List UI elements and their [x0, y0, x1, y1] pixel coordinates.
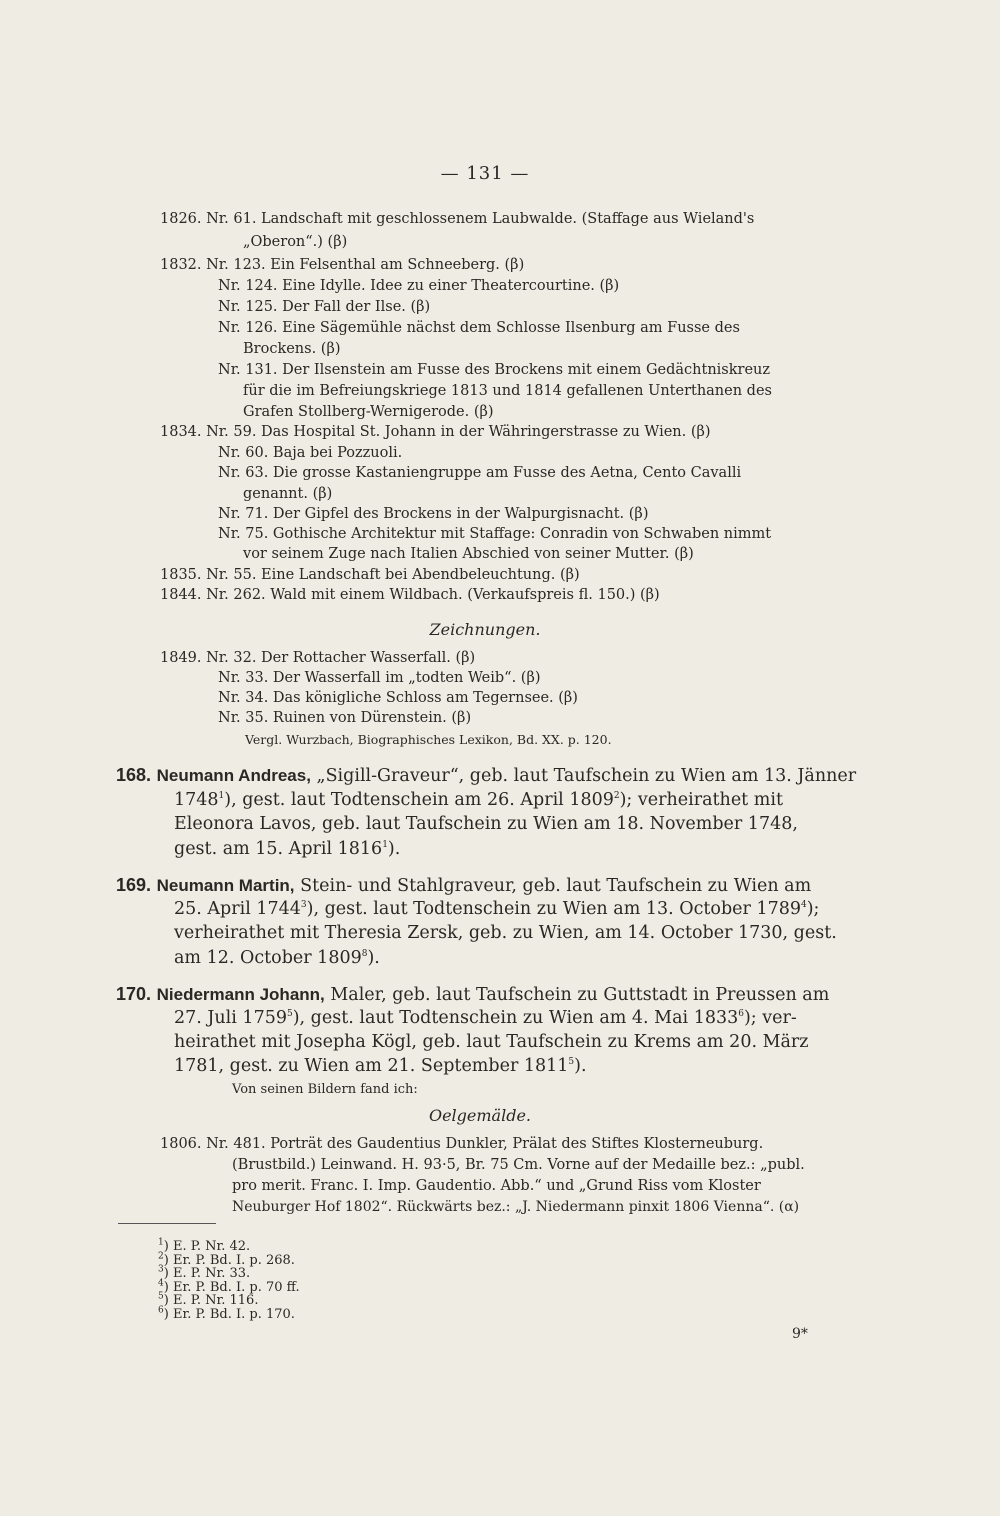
list-item: (Brustbild.) Leinwand. H. 93·5, Br. 75 Cm. Vorne auf der Medaille bez.: „publ. [232, 1157, 805, 1173]
list-item: Brockens. (β) [243, 341, 341, 357]
footnote-ref: 1 [382, 840, 388, 851]
footnote: $^1$) E. P. Nr. 42. [158, 1237, 251, 1254]
entry-name: Neumann Andreas, [156, 766, 311, 785]
list-item: Nr. 131. Der Ilsenstein am Fusse des Brockens mit einem Gedächtniskreuz [218, 362, 771, 378]
footnote: $^4$) Er. P. Bd. I. p. 70 ff. [158, 1278, 300, 1295]
footnote-ref: 5 [568, 1057, 575, 1068]
entry-text: 27. Juli 1759$^5$), gest. laut Todtenschein zu Wien am 4. Mai 1833$^6$); ver- [174, 1008, 797, 1028]
list-item-text: 1826. Nr. 61. Landschaft mit geschlossenem Laubwalde. (Staffage aus Wieland's [160, 211, 755, 227]
reference-note: Vergl. Wurzbach, Biographisches Lexikon, Bd. XX. p. 120. [245, 732, 612, 747]
entry-text: 1748$^1$), gest. laut Todtenschein am 26. April 1809$^2$); verheirathet mit [174, 790, 784, 810]
entry-text: am 12. October 1809$^8$). [174, 948, 380, 968]
footnote-ref: 1 [218, 791, 225, 802]
list-item: Nr. 124. Eine Idylle. Idee zu einer Theatercourtine. (β) [218, 278, 620, 294]
list-item: Nr. 71. Der Gipfel des Brockens in der Walpurgisnacht. (β) [218, 506, 649, 522]
entry-name: Neumann Martin, [156, 876, 295, 895]
footnote-ref: 3 [300, 900, 307, 911]
entry-170 [116, 984, 829, 1005]
entry-text: Stein- und Stahlgraveur, geb. laut Taufschein zu Wien am [300, 876, 812, 896]
list-item: „Oberon“.) (β) [243, 234, 348, 250]
footnote-ref: 4 [800, 900, 807, 911]
list-item: vor seinem Zuge nach Italien Abschied von seiner Mutter. (β) [243, 546, 694, 562]
page-number: — 131 — [440, 163, 530, 184]
footnote-divider [118, 1223, 216, 1224]
list-item: pro merit. Franc. I. Imp. Gaudentio. Abb.“ und „Grund Riss vom Kloster [232, 1178, 761, 1194]
footnote: $^2$) Er. P. Bd. I. p. 268. [158, 1251, 295, 1268]
entry-text: 25. April 1744$^3$), gest. laut Todtenschein zu Wien am 13. October 1789$^4$); [174, 899, 820, 919]
entry-168 [116, 765, 857, 786]
entry-text: Maler, geb. laut Taufschein zu Guttstadt in Preussen am [330, 985, 830, 1005]
entry-number: 170. [116, 984, 152, 1004]
list-item: 1835. Nr. 55. Eine Landschaft bei Abendbeleuchtung. (β) [160, 567, 580, 583]
list-item: Nr. 63. Die grosse Kastaniengruppe am Fusse des Aetna, Cento Cavalli [218, 465, 742, 481]
list-item: Nr. 60. Baja bei Pozzuoli. [218, 445, 403, 461]
list-item: 1849. Nr. 32. Der Rottacher Wasserfall. (β) [160, 650, 476, 666]
entry-text: verheirathet mit Theresia Zersk, geb. zu Wien, am 14. October 1730, gest. [174, 923, 837, 943]
list-item: 1844. Nr. 262. Wald mit einem Wildbach. (Verkaufspreis fl. 150.) (β) [160, 587, 660, 603]
entry-number: 169. [116, 875, 152, 895]
list-item: 1832. Nr. 123. Ein Felsenthal am Schneeberg. (β) [160, 257, 525, 273]
list-item: Grafen Stollberg-Wernigerode. (β) [243, 404, 494, 420]
footnote-ref: 8 [361, 949, 368, 960]
footnote: $^6$) Er. P. Bd. I. p. 170. [158, 1305, 295, 1322]
list-item: Neuburger Hof 1802“. Rückwärts bez.: „J. Niedermann pinxit 1806 Vienna“. (α) [232, 1199, 800, 1215]
footnotes [158, 1237, 300, 1322]
entry-name: Niedermann Johann, [156, 985, 325, 1004]
list-item: Nr. 75. Gothische Architektur mit Staffage: Conradin von Schwaben nimmt [218, 526, 772, 542]
section-heading-oelgemaelde: Oelgemälde. [428, 1106, 532, 1125]
entry-169 [116, 875, 811, 896]
list-item: Nr. 34. Das königliche Schloss am Tegernsee. (β) [218, 690, 578, 706]
footnote-ref: 2 [613, 791, 620, 802]
list-item: Nr. 125. Der Fall der Ilse. (β) [218, 299, 431, 315]
list-item: für die im Befreiungskriege 1813 und 1814 gefallenen Unterthanen des [243, 383, 772, 399]
entry-text: heirathet mit Josepha Kögl, geb. laut Taufschein zu Krems am 20. März [174, 1032, 809, 1052]
entry-number: 168. [116, 765, 152, 785]
list-item [160, 211, 864, 227]
list-item: 1806. Nr. 481. Porträt des Gaudentius Dunkler, Prälat des Stiftes Klosterneuburg. [160, 1136, 764, 1152]
entry-text: 1781, gest. zu Wien am 21. September 1811$^5$). [174, 1056, 587, 1076]
entry-intro: Von seinen Bildern fand ich: [232, 1082, 418, 1097]
footnote-ref: 5 [286, 1009, 293, 1020]
footnote: $^3$) E. P. Nr. 33. [158, 1264, 251, 1281]
section-heading-zeichnungen: Zeichnungen. [429, 620, 541, 639]
list-item: 1834. Nr. 59. Das Hospital St. Johann in der Währingerstrasse zu Wien. (β) [160, 424, 711, 440]
list-item: Nr. 126. Eine Sägemühle nächst dem Schlosse Ilsenburg am Fusse des [218, 320, 740, 336]
entry-text: „Sigill-Graveur“, geb. laut Taufschein zu Wien am 13. Jänner [316, 766, 857, 786]
list-item: genannt. (β) [243, 486, 333, 502]
entry-text: gest. am 15. April 1816$^1$). [174, 839, 401, 859]
list-item: Nr. 33. Der Wasserfall im „todten Weib“. (β) [218, 670, 541, 686]
list-item: Nr. 35. Ruinen von Dürenstein. (β) [218, 710, 472, 726]
entry-text: Eleonora Lavos, geb. laut Taufschein zu Wien am 18. November 1748, [174, 814, 798, 834]
footnote-ref: 6 [738, 1009, 744, 1020]
signature-mark: 9* [792, 1326, 808, 1342]
footnote: $^5$) E. P. Nr. 116. [158, 1291, 259, 1308]
